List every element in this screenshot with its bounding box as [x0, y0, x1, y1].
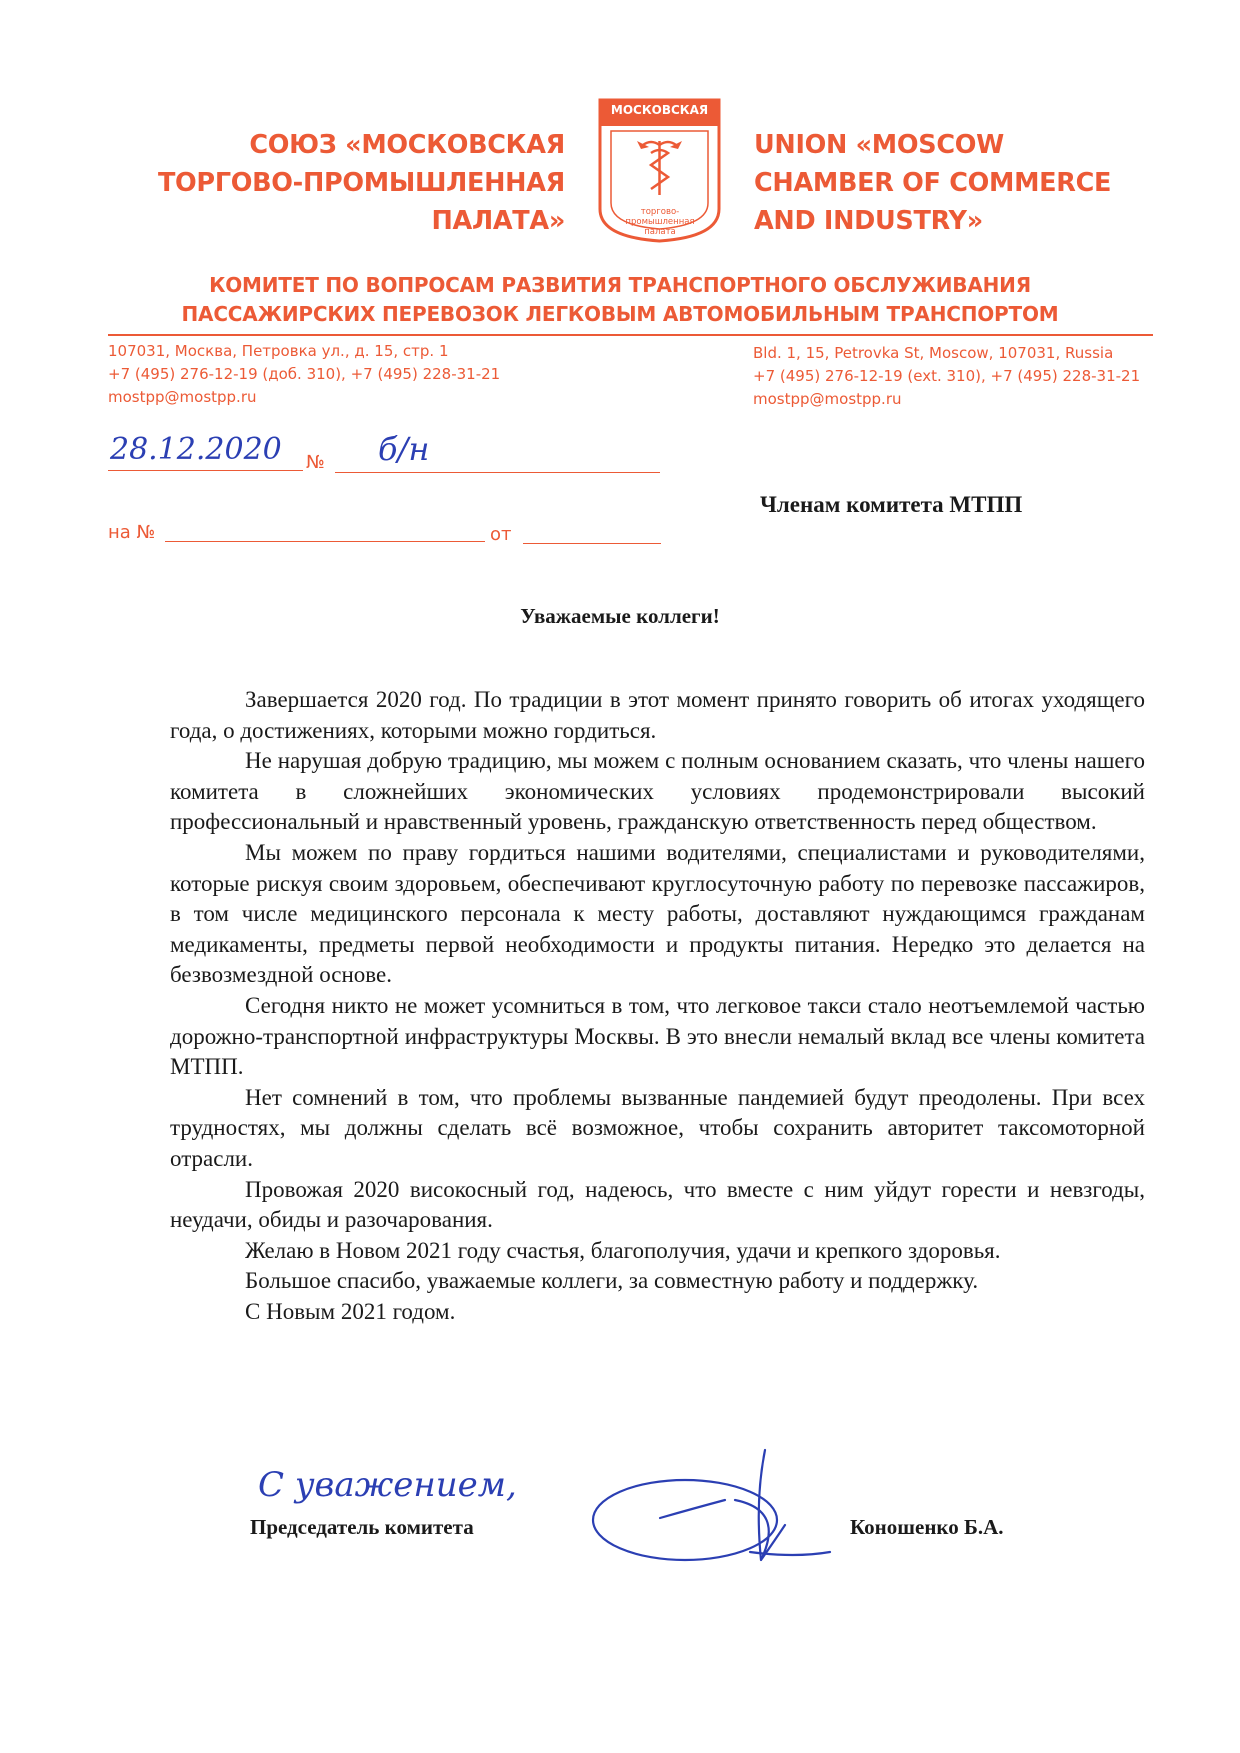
committee-title-line: ПАССАЖИРСКИХ ПЕРЕВОЗОК ЛЕГКОВЫМ АВТОМОБИЛЬНЫМ ТРАНСПОРТОМ — [181, 302, 1059, 326]
logo-caption — [619, 207, 701, 237]
reference-label: на № — [108, 522, 156, 543]
committee-title — [130, 271, 1110, 329]
from-label: от — [490, 524, 512, 545]
chamber-logo — [597, 97, 722, 243]
signature-icon — [585, 1440, 835, 1570]
org-name-en-line: CHAMBER OF COMMERCE — [754, 168, 1112, 198]
address-en: Bld. 1, 15, Petrovka St, Moscow, 107031, Russia — [753, 344, 1114, 362]
signer-title: Председатель комитета — [250, 1515, 474, 1539]
org-name-ru — [140, 126, 565, 240]
paragraph: С Новым 2021 годом. — [245, 1298, 456, 1324]
org-name-ru-line: СОЮЗ «МОСКОВСКАЯ — [249, 130, 565, 160]
closing-handwritten: С уважением, — [258, 1465, 517, 1505]
paragraph: Провожая 2020 високосный год, надеюсь, что вместе с ним уйдут горести и невзгоды, неудачи, обиды и разочарования. — [170, 1176, 1145, 1233]
org-name-en-line: AND INDUSTRY» — [754, 206, 983, 236]
paragraph: Большое спасибо, уважаемые коллеги, за совместную работу и поддержку. — [245, 1268, 979, 1294]
letter-number: б/н — [378, 430, 430, 468]
salutation: Уважаемые коллеги! — [520, 604, 720, 628]
paragraph: Желаю в Новом 2021 году счастья, благополучия, удачи и крепкого здоровья. — [245, 1237, 1001, 1263]
paragraph: Мы можем по праву гордиться нашими водителями, специалистами и руководителями, которые рискуя своим здоровьем, обеспечивают круглосуточную работу по перевозке пассажиров, в том числе медицинского персонала к месту работы, доставляют нуждающимся гражданам медикаменты, предметы первой необходимости и продукты питания. Нередко это делается на безвозмездной основе. — [170, 839, 1145, 988]
signer-name: Коношенко Б.А. — [850, 1515, 1004, 1539]
contact-block-en — [753, 342, 1153, 411]
logo-caption-line: торгово- — [640, 207, 680, 217]
org-name-ru-line: ПАЛАТА» — [431, 206, 565, 236]
date-underline — [108, 470, 303, 471]
reference-underline — [165, 541, 485, 542]
logo-caption-line: промышленная — [625, 217, 695, 227]
contact-block-ru — [108, 340, 608, 409]
email-ru: mostpp@mostpp.ru — [108, 388, 257, 406]
email-en: mostpp@mostpp.ru — [753, 390, 902, 408]
phone-ru: +7 (495) 276-12-19 (доб. 310), +7 (495) 228-31-21 — [108, 365, 501, 383]
org-name-ru-line: ТОРГОВО-ПРОМЫШЛЕННАЯ — [157, 168, 565, 198]
number-underline — [335, 472, 660, 473]
paragraph: Сегодня никто не может усомниться в том, что легковое такси стало неотъемлемой частью дорожно-транспортной инфраструктуры Москвы. В это внесли немалый вклад все члены комитета МТПП. — [170, 992, 1145, 1080]
logo-caption-line: палата — [644, 227, 676, 237]
from-underline — [523, 543, 661, 544]
org-name-en — [754, 126, 1134, 240]
phone-en: +7 (495) 276-12-19 (ext. 310), +7 (495) 228-31-21 — [753, 367, 1141, 385]
letter-date: 28.12.2020 — [110, 432, 282, 467]
org-name-en-line: UNION «MOSCOW — [754, 130, 1004, 160]
paragraph: Нет сомнений в том, что проблемы вызванные пандемией будут преодолены. При всех трудностях, мы должны сделать всё возможное, чтобы сохранить авторитет таксомоторной отрасли. — [170, 1084, 1145, 1171]
address-ru: 107031, Москва, Петровка ул., д. 15, стр. 1 — [108, 342, 449, 360]
letterhead-divider — [108, 334, 1153, 336]
number-label: № — [306, 452, 325, 473]
logo-title: МОСКОВСКАЯ — [610, 103, 709, 117]
paragraph: Завершается 2020 год. По традиции в этот момент принято говорить об итогах уходящего года, о достижениях, которыми можно гордиться. — [170, 687, 1145, 743]
paragraph: Не нарушая добрую традицию, мы можем с полным основанием сказать, что члены нашего комитета в сложнейших экономических условиях продемонстрировали высокий профессиональный и нравственный уровень, гражданскую ответственность перед обществом. — [170, 748, 1145, 835]
committee-title-line: КОМИТЕТ ПО ВОПРОСАМ РАЗВИТИЯ ТРАНСПОРТНОГО ОБСЛУЖИВАНИЯ — [209, 273, 1031, 297]
letter-body — [170, 685, 1145, 1327]
recipient: Членам комитета МТПП — [760, 492, 1023, 517]
